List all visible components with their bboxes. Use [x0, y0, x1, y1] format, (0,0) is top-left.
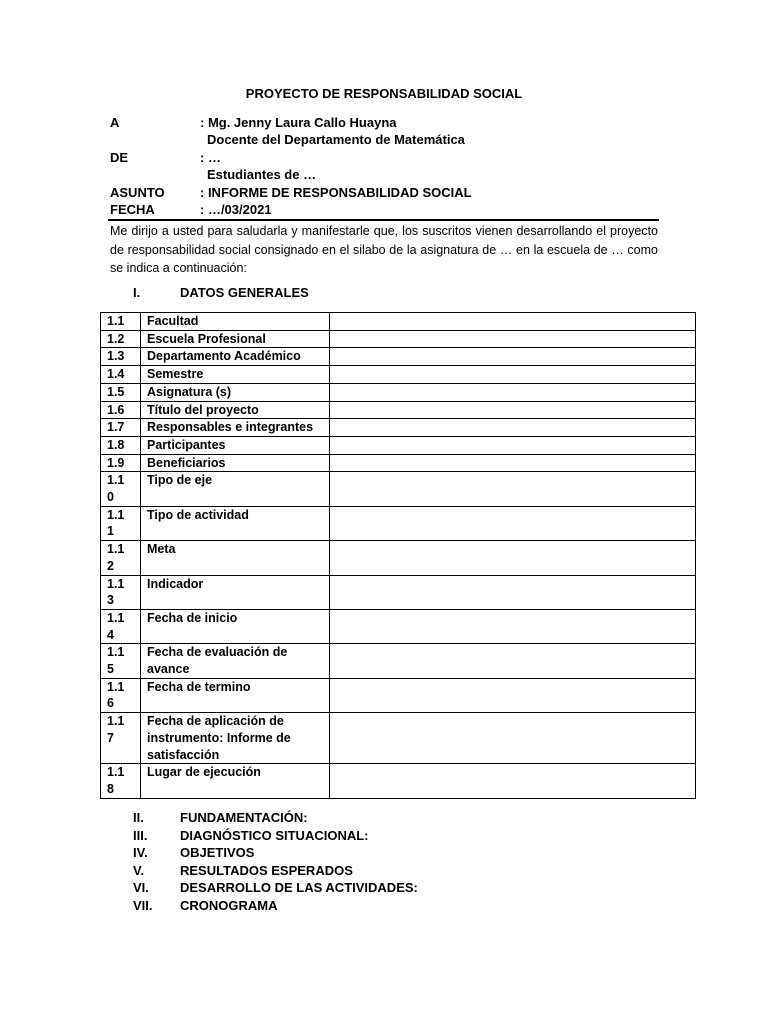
section-title: DIAGNÓSTICO SITUACIONAL:	[180, 827, 369, 843]
row-value	[330, 506, 696, 540]
row-number	[101, 436, 141, 454]
row-value	[330, 348, 696, 366]
row-number-main: 1.1	[107, 507, 125, 522]
row-label: Participantes	[141, 436, 330, 454]
row-value	[330, 366, 696, 384]
header-subject-value: : INFORME DE RESPONSABILIDAD SOCIAL	[200, 185, 472, 200]
row-value	[330, 575, 696, 609]
row-number	[101, 764, 141, 798]
row-label: Fecha de inicio	[141, 609, 330, 643]
section-number: VII.	[133, 897, 153, 913]
section-number: IV.	[133, 845, 148, 860]
row-number	[101, 541, 141, 575]
header-from-value-2: Estudiantes de …	[207, 167, 317, 182]
header-from-value: : …	[200, 150, 221, 165]
row-number-main: 1.1	[107, 765, 125, 780]
row-number-main: 1.1	[107, 714, 125, 729]
row-number-wrap: 8	[107, 781, 114, 796]
row-number	[101, 609, 141, 643]
section-title: DESARROLLO DE LAS ACTIVIDADES:	[180, 880, 418, 895]
table-row	[101, 678, 696, 712]
section-title: OBJETIVOS	[180, 845, 255, 860]
row-number	[101, 678, 141, 712]
row-number	[101, 472, 141, 506]
table-row	[101, 436, 696, 454]
row-label: Fecha de aplicación de instrumento: Informe de satisfacción	[141, 713, 330, 764]
section-number: III.	[133, 827, 148, 843]
row-value	[330, 609, 696, 643]
row-value	[330, 313, 696, 331]
row-value	[330, 678, 696, 712]
row-number-main: 1.1	[107, 314, 125, 328]
table-row	[101, 383, 696, 401]
row-number-wrap: 7	[107, 730, 114, 745]
row-number	[101, 313, 141, 331]
section-1-number: I.	[133, 285, 141, 300]
intro-paragraph: Me dirijo a usted para saludarla y manifestarle que, los suscritos vienen desarrollando el proyecto de responsabilidad social consignado en el silabo de la asignatura de … en la escuela de … como se indica a continuación:	[110, 224, 658, 275]
row-number-main: 1.5	[107, 384, 125, 399]
table-row	[101, 401, 696, 419]
row-number-wrap: 2	[107, 558, 114, 573]
row-number-wrap: 0	[107, 490, 114, 505]
header-from-label: DE	[110, 150, 129, 165]
section-number: V.	[133, 862, 145, 878]
table-row	[101, 330, 696, 348]
row-value	[330, 541, 696, 575]
table-row	[101, 348, 696, 366]
header-to-label: A	[110, 115, 120, 130]
table-row	[101, 644, 696, 678]
table-row	[101, 506, 696, 540]
row-number-main: 1.3	[107, 349, 125, 364]
table-row	[101, 419, 696, 437]
table-row	[101, 609, 696, 643]
table-row	[101, 713, 696, 764]
row-value	[330, 436, 696, 454]
row-label: Fecha de evaluación de avance	[141, 644, 330, 678]
row-number	[101, 713, 141, 764]
row-number	[101, 506, 141, 540]
row-label: Título del proyecto	[141, 401, 330, 419]
row-label: Beneficiarios	[141, 454, 330, 472]
table-row	[101, 366, 696, 384]
row-label: Tipo de eje	[141, 472, 330, 506]
row-number-main: 1.4	[107, 367, 125, 382]
row-number	[101, 419, 141, 437]
section-title: RESULTADOS ESPERADOS	[180, 862, 353, 878]
header-subject-label: ASUNTO	[110, 185, 165, 200]
document-title: PROYECTO DE RESPONSABILIDAD SOCIAL	[245, 86, 523, 101]
row-label: Indicador	[141, 575, 330, 609]
section-title: FUNDAMENTACIÓN:	[180, 810, 308, 825]
row-number-main: 1.7	[107, 420, 125, 435]
row-number-main: 1.1	[107, 610, 125, 625]
row-value	[330, 472, 696, 506]
row-value	[330, 764, 696, 798]
section-title: CRONOGRAMA	[180, 897, 278, 913]
row-label: Tipo de actividad	[141, 506, 330, 540]
header-date-value: : …/03/2021	[200, 202, 272, 217]
row-number-main: 1.1	[107, 542, 125, 557]
row-value	[330, 644, 696, 678]
row-number-main: 1.2	[107, 331, 125, 346]
row-value	[330, 330, 696, 348]
row-number-main: 1.1	[107, 645, 125, 660]
row-number-main: 1.9	[107, 455, 125, 470]
table-row	[101, 541, 696, 575]
row-number	[101, 575, 141, 609]
row-label: Departamento Académico	[141, 348, 330, 366]
row-label: Facultad	[141, 313, 330, 331]
row-number-main: 1.1	[107, 679, 125, 694]
row-number-wrap: 3	[107, 593, 114, 608]
table-row	[101, 472, 696, 506]
row-number-main: 1.6	[107, 402, 125, 417]
row-value	[330, 401, 696, 419]
row-number	[101, 644, 141, 678]
row-label: Escuela Profesional	[141, 330, 330, 348]
row-number	[101, 454, 141, 472]
section-number: II.	[133, 810, 144, 825]
row-label: Responsables e integrantes	[141, 419, 330, 437]
table-row	[101, 313, 696, 331]
header-to-value-2: Docente del Departamento de Matemática	[207, 132, 465, 147]
row-number-wrap: 5	[107, 662, 114, 677]
row-value	[330, 454, 696, 472]
general-data-table	[100, 312, 696, 799]
section-1-title: DATOS GENERALES	[180, 285, 309, 300]
row-number-main: 1.8	[107, 437, 125, 452]
row-number	[101, 330, 141, 348]
header-to-value: : Mg. Jenny Laura Callo Huayna	[200, 115, 397, 130]
row-number-main: 1.1	[107, 473, 125, 488]
row-number	[101, 383, 141, 401]
table-row	[101, 575, 696, 609]
row-label: Asignatura (s)	[141, 383, 330, 401]
row-number-wrap: 4	[107, 627, 114, 642]
row-value	[330, 419, 696, 437]
row-value	[330, 383, 696, 401]
header-date-label: FECHA	[110, 202, 155, 217]
row-label: Meta	[141, 541, 330, 575]
row-label: Fecha de termino	[141, 678, 330, 712]
header-divider	[108, 219, 659, 221]
row-number-wrap: 6	[107, 696, 114, 711]
row-label: Semestre	[141, 366, 330, 384]
section-number: VI.	[133, 880, 149, 895]
row-number-main: 1.1	[107, 576, 125, 591]
row-number-wrap: 1	[107, 524, 114, 539]
row-label: Lugar de ejecución	[141, 764, 330, 798]
row-number	[101, 401, 141, 419]
row-value	[330, 713, 696, 764]
row-number	[101, 348, 141, 366]
table-row	[101, 764, 696, 798]
table-row	[101, 454, 696, 472]
row-number	[101, 366, 141, 384]
